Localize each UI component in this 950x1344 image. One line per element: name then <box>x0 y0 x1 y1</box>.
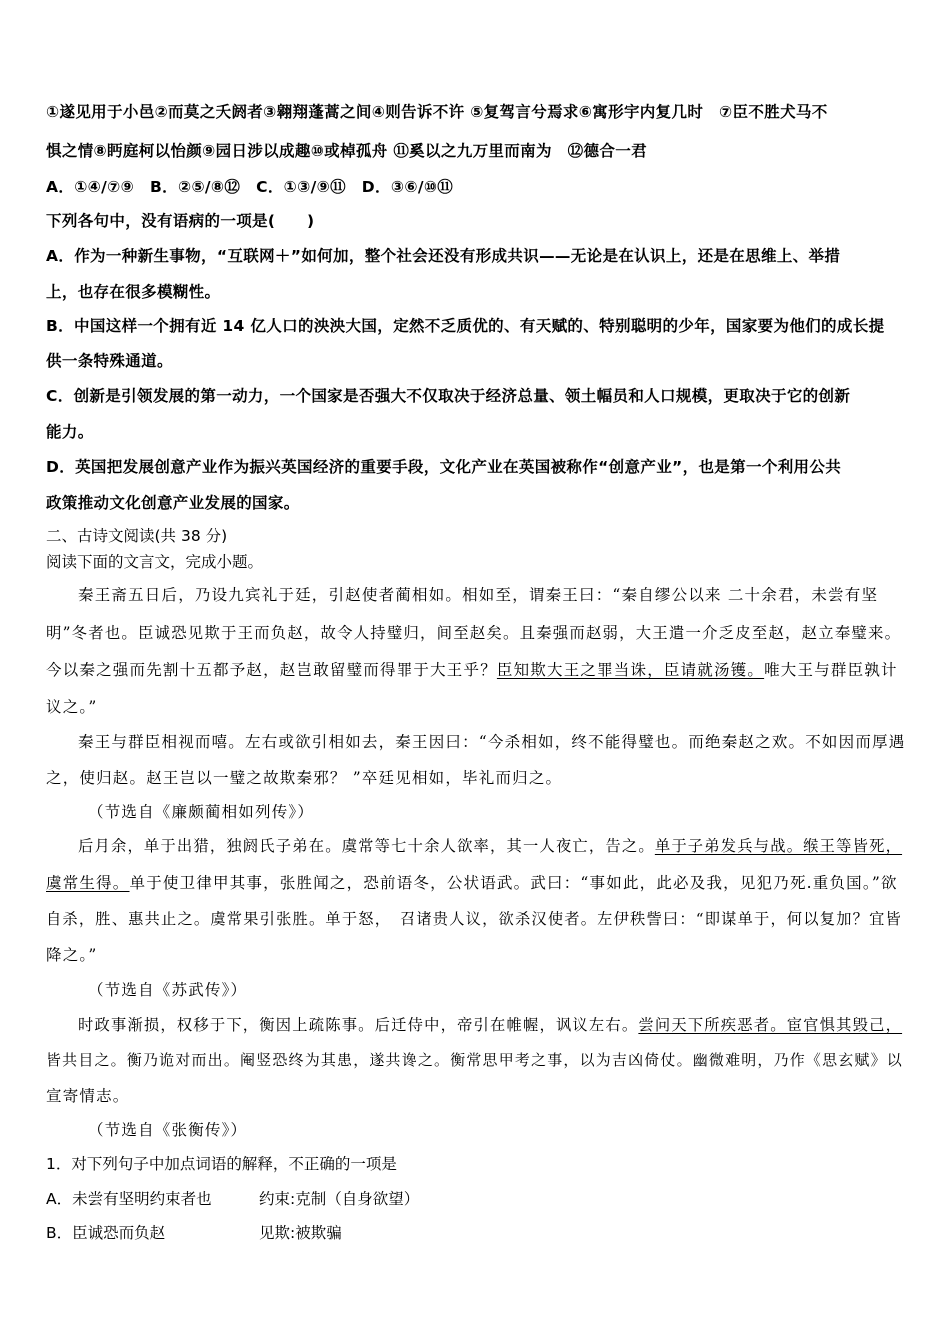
grammar-option-d-line-2: 政策推动文化创意产业发展的国家。 <box>46 494 300 512</box>
passage-1-line-3-tail: 唯大王与群臣孰计 <box>764 661 898 679</box>
passage-2-line-1 <box>78 834 902 856</box>
section-2-instruction: 阅读下面的文言文，完成小题。 <box>46 553 264 571</box>
passage-2-line-2 <box>46 871 898 893</box>
passage-2-line-2-text: 单于使卫律甲其事，张胜闻之，恐前语冬，公状语武。武曰：“事如此，此必及我，见犯乃死.重负国。”欲 <box>129 874 898 892</box>
passage-3-line-2: 皆共目之。衡乃诡对而出。阉竖恐终为其患，遂共谗之。衡常思甲考之事，以为吉凶倚仗。幽微难明，乃作《思玄赋》以 <box>46 1051 903 1069</box>
passage-1-line-3-text: 今以秦之强而先割十五都予赵，赵岂敢留璧而得罪于大王乎？ <box>46 661 497 679</box>
section-2-title: 二、古诗文阅读(共 38 分) <box>46 527 228 545</box>
grammar-option-c-line-1: C．创新是引领发展的第一动力，一个国家是否强大不仅取决于经济总量、领土幅员和人口规模，更取决于它的创新 <box>46 387 851 405</box>
passage-3-source: （节选自《张衡传》） <box>88 1121 248 1139</box>
passage-1-line-5: 秦王与群臣相视而嘻。左右或欲引相如去，秦王因曰：“今杀相如，终不能得璧也。而绝秦赵之欢。不如因而厚遇 <box>78 733 906 751</box>
question-1-option-a: A．未尝有坚明约束者也 <box>46 1190 212 1208</box>
question-1-stem: 1．对下列句子中加点词语的解释，不正确的一项是 <box>46 1155 397 1173</box>
grammar-option-b-line-1: B．中国这样一个拥有近 14 亿人口的泱泱大国，定然不乏质优的、有天赋的、特别聪明的少年，国家要为他们的成长提 <box>46 317 885 335</box>
passage-2-line-3: 自杀，胜、惠共止之。虞常果引张胜。单于怒， 召诸贵人议，欲杀汉使者。左伊秩訾曰：“即谋单于，何以复加？宜皆 <box>46 910 902 928</box>
grammar-option-c-line-2: 能力。 <box>46 423 94 441</box>
question-1-option-b: B．臣诚恐而负赵 <box>46 1224 166 1242</box>
grammar-option-a-line-1: A．作为一种新生事物，“互联网＋”如何加，整个社会还没有形成共识——无论是在认识上，还是在思维上、举措 <box>46 247 841 265</box>
passage-1-source: （节选自《廉颇蔺相如列传》） <box>88 803 315 821</box>
prev-question-options: A．①④/⑦⑨ B．②⑤/⑧⑫ C．①③/⑨⑪ D．③⑥/⑩⑪ <box>46 178 454 196</box>
question-1-option-a-gloss: 约束:克制（自身欲望） <box>259 1190 420 1208</box>
passage-3-underlined-sentence: 尝问天下所疾恶者。宦官惧其毁己， <box>638 1016 903 1034</box>
passage-2-underlined-sentence-a: 单于子弟发兵与战。缑王等皆死， <box>654 837 903 855</box>
passage-1-line-4: 议之。” <box>46 698 98 716</box>
passage-1-line-2: 明”冬者也。臣诚恐见欺于王而负赵，故令人持璧归，间至赵矣。且秦强而赵弱，大王遣一介乏皮至赵，赵立奉璧来。 <box>46 624 902 642</box>
prev-question-line-1: ①遂见用于小邑②而莫之夭阏者③翱翔蓬蒿之间④则告诉不许 ⑤复驾言兮焉求⑥寓形宇内复几时 ⑦臣不胜犬马不 <box>46 103 828 121</box>
passage-3-line-3: 宣寄情志。 <box>46 1087 130 1105</box>
passage-3-line-1-text: 时政事渐损，权移于下，衡因上疏陈事。后迁侍中，帝引在帷幄，讽议左右。 <box>78 1016 639 1034</box>
passage-1-underlined-sentence: 臣知欺大王之罪当诛，臣请就汤镬。 <box>496 661 765 679</box>
passage-2-line-1-text: 后月余，单于出猎，独阏氏子弟在。虞常等七十余人欲率，其一人夜亡，告之。 <box>78 837 655 855</box>
grammar-option-b-line-2: 供一条特殊通道。 <box>46 352 173 370</box>
passage-2-line-4: 降之。” <box>46 946 98 964</box>
grammar-option-d-line-1: D．英国把发展创意产业作为振兴英国经济的重要手段，文化产业在英国被称作“创意产业”，也是第一个利用公共 <box>46 458 842 476</box>
grammar-question-stem: 下列各句中，没有语病的一项是( ) <box>46 212 315 230</box>
passage-1-line-1: 秦王斋五日后，乃设九宾礼于廷，引赵使者蔺相如。相如至，谓秦王曰：“秦自缪公以来 二十余君，未尝有坚 <box>78 586 879 604</box>
passage-2-underlined-sentence-b: 虞常生得。 <box>46 874 130 892</box>
prev-question-line-2: 惧之情⑧眄庭柯以怡颜⑨园日涉以成趣⑩或棹孤舟 ⑪奚以之九万里而南为 ⑫德合一君 <box>46 142 647 160</box>
passage-1-line-6: 之，使归赵。赵王岂以一璧之故欺秦邪？ ”卒廷见相如，毕礼而归之。 <box>46 769 563 787</box>
passage-2-source: （节选自《苏武传》） <box>88 981 248 999</box>
passage-1-line-3 <box>46 658 898 680</box>
passage-3-line-1 <box>78 1013 902 1035</box>
grammar-option-a-line-2: 上，也存在很多模糊性。 <box>46 283 221 301</box>
question-1-option-b-gloss: 见欺:被欺骗 <box>259 1224 342 1242</box>
